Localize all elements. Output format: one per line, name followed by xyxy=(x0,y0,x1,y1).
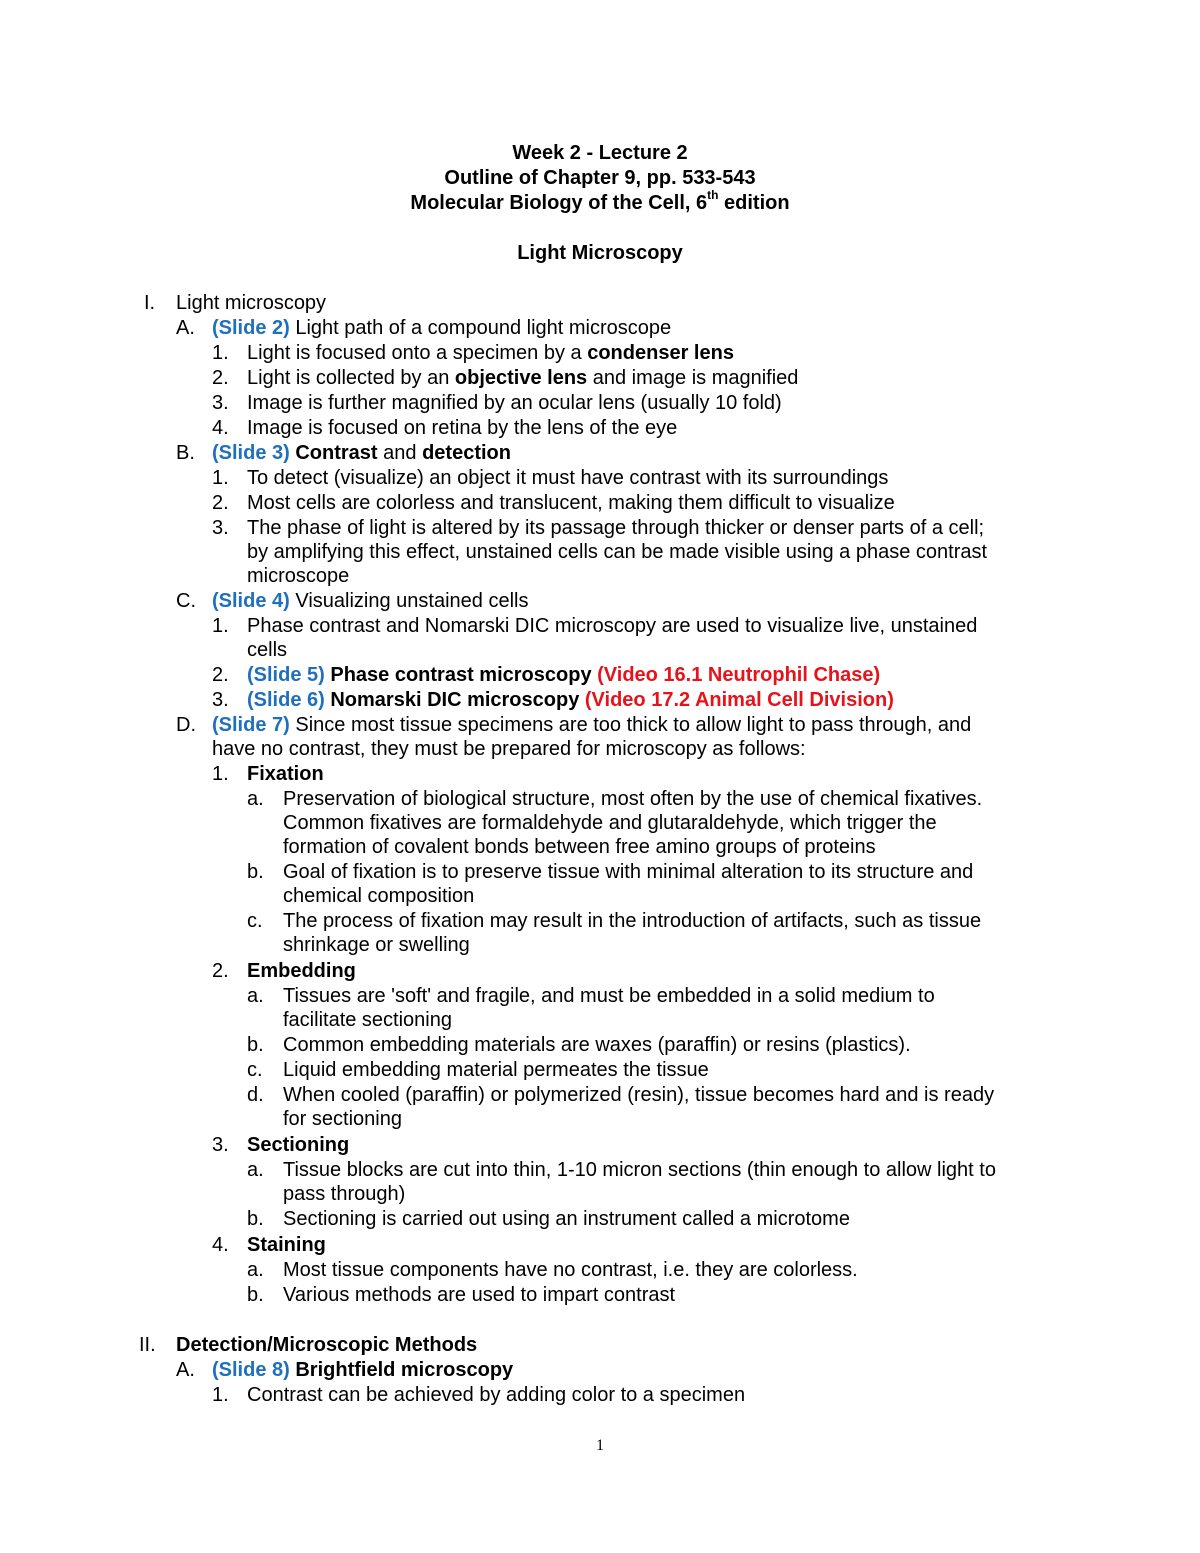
sub-list-item-continuation: pass through) xyxy=(283,1183,406,1205)
sub-list-item: The process of fixation may result in the introduction of artifacts, such as tissue xyxy=(283,910,982,932)
lecture-title: Week 2 - Lecture 2 xyxy=(512,142,688,164)
list-item: Image is focused on retina by the lens of the eye xyxy=(247,417,678,439)
subsection-marker: A. xyxy=(176,1359,195,1381)
item-marker: 1. xyxy=(212,342,229,364)
section-marker: I. xyxy=(144,292,156,314)
list-item: The phase of light is altered by its passage through thicker or denser parts of a cell; xyxy=(247,517,985,539)
item-marker: 3. xyxy=(212,517,229,539)
subitem-marker: c. xyxy=(247,910,263,932)
subitem-marker: a. xyxy=(247,985,264,1007)
page-number: 1 xyxy=(596,1437,604,1454)
item-marker: 2. xyxy=(212,664,229,686)
section-heading: Detection/Microscopic Methods xyxy=(176,1334,478,1356)
list-item: Light is focused onto a specimen by a condenser lens xyxy=(247,342,734,364)
item-marker: 4. xyxy=(212,1234,229,1256)
section-heading: Light microscopy xyxy=(176,292,327,314)
topic-title: Light Microscopy xyxy=(517,242,683,264)
list-item: (Slide 5) Phase contrast microscopy (Video 16.1 Neutrophil Chase) xyxy=(247,664,881,686)
subsection-heading-continuation: have no contrast, they must be prepared for microscopy as follows: xyxy=(212,738,806,760)
slide-ref: (Slide 5) xyxy=(247,664,325,686)
sub-list-item: Preservation of biological structure, most often by the use of chemical fixatives. xyxy=(283,788,983,810)
slide-ref: (Slide 3) xyxy=(212,442,290,464)
list-item-continuation: microscope xyxy=(247,565,350,587)
subitem-marker: a. xyxy=(247,1259,264,1281)
subsection-heading: (Slide 7) Since most tissue specimens are too thick to allow light to pass through, and xyxy=(212,714,972,736)
subsection-marker: C. xyxy=(176,590,196,612)
sub-list-item: Most tissue components have no contrast, i.e. they are colorless. xyxy=(283,1259,858,1281)
item-marker: 1. xyxy=(212,615,229,637)
video-ref: (Video 17.2 Animal Cell Division) xyxy=(584,689,894,711)
item-marker: 3. xyxy=(212,1134,229,1156)
subitem-marker: b. xyxy=(247,861,264,883)
textbook-line: Molecular Biology of the Cell, 6th edition xyxy=(410,188,790,214)
subitem-marker: b. xyxy=(247,1208,264,1230)
item-marker: 2. xyxy=(212,492,229,514)
subsection-heading: (Slide 2) Light path of a compound light microscope xyxy=(212,317,672,339)
sub-list-item: Various methods are used to impart contrast xyxy=(283,1284,676,1306)
step-heading-sectioning: Sectioning xyxy=(247,1134,350,1156)
sub-list-item: When cooled (paraffin) or polymerized (resin), tissue becomes hard and is ready xyxy=(283,1084,995,1106)
subitem-marker: d. xyxy=(247,1084,264,1106)
sub-list-item-continuation: shrinkage or swelling xyxy=(283,934,470,956)
subitem-marker: a. xyxy=(247,1159,264,1181)
list-item: (Slide 6) Nomarski DIC microscopy (Video 17.2 Animal Cell Division) xyxy=(247,689,894,711)
sub-list-item: Sectioning is carried out using an instrument called a microtome xyxy=(283,1208,850,1230)
video-ref: (Video 16.1 Neutrophil Chase) xyxy=(597,664,881,686)
step-heading-embedding: Embedding xyxy=(247,960,356,982)
list-item: Light is collected by an objective lens and image is magnified xyxy=(247,367,799,389)
subitem-marker: b. xyxy=(247,1284,264,1306)
sub-list-item-continuation: formation of covalent bonds between free amino groups of proteins xyxy=(283,836,876,858)
subsection-marker: B. xyxy=(176,442,195,464)
sub-list-item-continuation: for sectioning xyxy=(283,1108,402,1130)
slide-ref: (Slide 6) xyxy=(247,689,325,711)
sub-list-item-continuation: Common fixatives are formaldehyde and glutaraldehyde, which trigger the xyxy=(283,812,937,834)
list-item: Most cells are colorless and translucent, making them difficult to visualize xyxy=(247,492,895,514)
section-marker: II. xyxy=(139,1334,156,1356)
list-item: Image is further magnified by an ocular lens (usually 10 fold) xyxy=(247,392,782,414)
item-marker: 4. xyxy=(212,417,229,439)
list-item-continuation: by amplifying this effect, unstained cells can be made visible using a phase contrast xyxy=(247,541,988,563)
list-item: Contrast can be achieved by adding color to a specimen xyxy=(247,1384,746,1406)
item-marker: 1. xyxy=(212,467,229,489)
chapter-outline-line: Outline of Chapter 9, pp. 533-543 xyxy=(444,167,756,189)
subsection-heading: (Slide 4) Visualizing unstained cells xyxy=(212,590,529,612)
list-item: Phase contrast and Nomarski DIC microscopy are used to visualize live, unstained xyxy=(247,615,978,637)
step-heading-fixation: Fixation xyxy=(247,763,324,785)
subsection-heading: (Slide 8) Brightfield microscopy xyxy=(212,1359,514,1381)
subitem-marker: c. xyxy=(247,1059,263,1081)
slide-ref: (Slide 7) xyxy=(212,714,290,736)
slide-ref: (Slide 8) xyxy=(212,1359,290,1381)
item-marker: 1. xyxy=(212,763,229,785)
sub-list-item: Tissue blocks are cut into thin, 1-10 micron sections (thin enough to allow light to xyxy=(283,1159,996,1181)
sub-list-item: Common embedding materials are waxes (paraffin) or resins (plastics). xyxy=(283,1034,911,1056)
item-marker: 1. xyxy=(212,1384,229,1406)
sub-list-item: Liquid embedding material permeates the tissue xyxy=(283,1059,709,1081)
item-marker: 3. xyxy=(212,392,229,414)
sub-list-item: Tissues are 'soft' and fragile, and must be embedded in a solid medium to xyxy=(283,985,935,1007)
slide-ref: (Slide 4) xyxy=(212,590,290,612)
list-item-continuation: cells xyxy=(247,639,288,661)
list-item: To detect (visualize) an object it must have contrast with its surroundings xyxy=(247,467,889,489)
slide-ref: (Slide 2) xyxy=(212,317,290,339)
item-marker: 3. xyxy=(212,689,229,711)
step-heading-staining: Staining xyxy=(247,1234,326,1256)
subsection-marker: A. xyxy=(176,317,195,339)
subitem-marker: b. xyxy=(247,1034,264,1056)
item-marker: 2. xyxy=(212,367,229,389)
sub-list-item-continuation: facilitate sectioning xyxy=(283,1009,452,1031)
subitem-marker: a. xyxy=(247,788,264,810)
sub-list-item: Goal of fixation is to preserve tissue with minimal alteration to its structure and xyxy=(283,861,974,883)
subsection-marker: D. xyxy=(176,714,196,736)
item-marker: 2. xyxy=(212,960,229,982)
subsection-heading: (Slide 3) Contrast and detection xyxy=(212,442,511,464)
sub-list-item-continuation: chemical composition xyxy=(283,885,475,907)
